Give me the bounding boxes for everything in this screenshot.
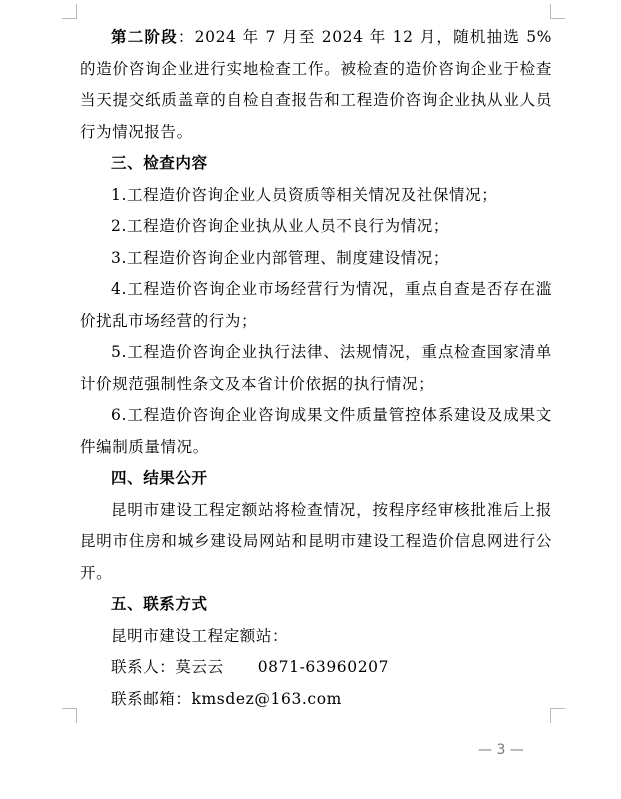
email-label: 联系邮箱： [111,689,192,708]
section5-heading: 五、联系方式 [111,595,208,613]
section3-item-3: 3.工程造价咨询企业内部管理、制度建设情况； [111,248,449,267]
section3-item-5: 5.工程造价咨询企业执行法律、法规情况，重点检查国家清单计价规范强制性条文及本省计价依据的执行情况； [80,343,552,393]
contact-name: 莫云云 [175,658,224,676]
contact-person-line [80,652,552,684]
section3-item-6: 6.工程造价咨询企业咨询成果文件质量管控体系建设及成果文件编制质量情况。 [80,406,552,456]
contact-email-line [80,684,552,716]
crop-mark-top-left [62,4,77,19]
section3-item-4: 4.工程造价咨询企业市场经营行为情况，重点自查是否存在滥价扰乱市场经营的行为； [80,280,552,330]
stage2-paragraph [80,22,552,148]
crop-mark-bottom-left [62,708,77,723]
contact-label: 联系人： [111,658,176,676]
crop-mark-top-right [550,4,565,19]
crop-mark-bottom-right [550,708,565,723]
contact-email: kmsdez@163.com [191,689,342,708]
section3-item-1: 1.工程造价咨询企业人员资质等相关情况及社保情况； [111,185,498,204]
contact-org: 昆明市建设工程定额站： [111,626,289,645]
section3-heading: 三、检查内容 [111,154,208,172]
stage2-text: 2024 年 7 月至 2024 年 12 月，随机抽选 5%的造价咨询企业进行实地检查工作。被检查的造价咨询企业于检查当天提交纸质盖章的自检自查报告和工程造价咨询企业执从业人员行为情况报告。 [80,28,552,141]
stage2-label: 第二阶段 [111,28,178,46]
section4-heading: 四、结果公开 [111,469,208,487]
stage2-colon: ： [177,28,195,46]
contact-phone: 0871-63960207 [257,658,390,676]
document-body [80,22,552,715]
section3-item-2: 2.工程造价咨询企业执从业人员不良行为情况； [111,217,449,235]
section4-text: 昆明市建设工程定额站将检查情况，按程序经审核批准后上报昆明市住房和城乡建设局网站和昆明市建设工程造价信息网进行公开。 [80,500,552,582]
page-number: — 3 — [478,742,524,758]
